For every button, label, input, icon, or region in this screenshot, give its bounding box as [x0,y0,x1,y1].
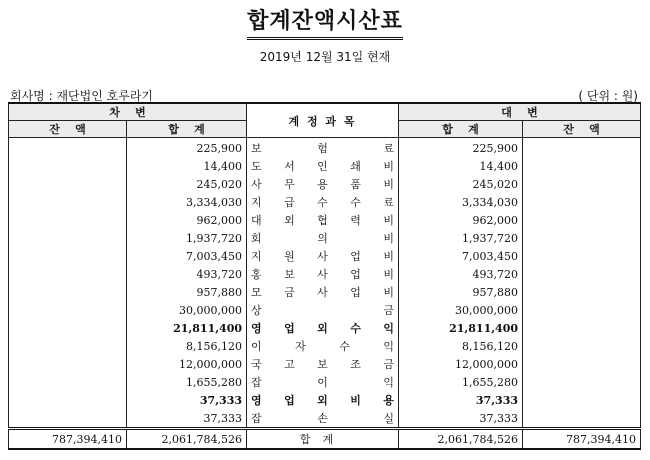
account-name-cell [247,247,399,265]
account-name-char: 대 [251,214,262,227]
account-name-char: 비 [383,268,394,281]
credit-total-cell: 12,000,000 [399,355,523,373]
debit-total-cell: 957,880 [127,283,247,301]
account-name-char: 국 [251,358,262,371]
debit-balance-cell [9,211,127,229]
debit-balance-cell [9,373,127,391]
debit-total-cell: 7,003,450 [127,247,247,265]
account-name-char: 료 [383,142,394,155]
total-credit-balance: 787,394,410 [523,429,641,450]
account-name-char: 비 [383,250,394,263]
account-name-char: 사 [317,268,328,281]
debit-total-cell: 12,000,000 [127,355,247,373]
table-row [9,355,641,373]
debit-balance-cell [9,247,127,265]
account-name-cell [247,211,399,229]
credit-balance-cell [523,319,641,337]
credit-total-cell: 225,900 [399,138,523,158]
credit-balance-cell [523,211,641,229]
credit-header: 대 변 [399,103,641,121]
account-name [251,194,394,210]
account-name-cell [247,391,399,409]
account-name-char: 사 [317,286,328,299]
table-row [9,409,641,429]
credit-balance-cell [523,409,641,429]
debit-balance-cell [9,283,127,301]
account-name-cell [247,337,399,355]
credit-balance-cell [523,138,641,158]
trial-balance-table [8,102,641,450]
account-name-char: 금 [383,304,395,317]
debit-balance-cell [9,138,127,158]
table-row [9,193,641,211]
credit-balance-cell [523,229,641,247]
debit-total-cell: 1,937,720 [127,229,247,247]
account-name-char: 고 [284,358,295,371]
credit-total-cell: 1,655,280 [399,373,523,391]
account-name [251,320,394,336]
account-name-cell [247,283,399,301]
credit-balance-cell [523,337,641,355]
account-name-char: 업 [350,286,361,299]
company-name: 회사명 : 재단법인 호루라기 [10,89,153,103]
credit-balance-cell [523,193,641,211]
account-name-char: 외 [317,322,328,335]
debit-balance-cell [9,391,127,409]
debit-total-cell: 1,655,280 [127,373,247,391]
account-name [251,284,394,300]
table-row [9,229,641,247]
credit-balance-header: 잔 액 [523,121,641,138]
account-name [251,392,394,408]
document-title: 합계잔액시산표 [247,4,403,40]
account-name-char: 보 [284,268,295,281]
account-name-char: 익 [383,376,394,389]
account-name-char: 도 [251,160,262,173]
account-name-char: 익 [383,340,394,353]
debit-balance-cell [9,265,127,283]
debit-balance-cell [9,409,127,429]
account-name [251,410,394,426]
account-name-char: 비 [350,394,361,407]
debit-balance-cell [9,193,127,211]
credit-total-cell: 957,880 [399,283,523,301]
account-name-char: 용 [383,394,394,407]
account-name-char: 보 [251,142,262,155]
account-name-char: 외 [317,394,328,407]
account-name-char: 비 [383,232,394,245]
credit-total-cell: 3,334,030 [399,193,523,211]
total-credit-total: 2,061,784,526 [399,429,523,450]
account-name [251,212,394,228]
account-name-cell [247,193,399,211]
debit-balance-cell [9,157,127,175]
account-name-cell [247,175,399,193]
account-name [251,266,394,282]
table-row [9,175,641,193]
account-name-char: 쇄 [350,160,361,173]
table-row [9,301,641,319]
totals-row [9,429,641,450]
account-name [251,302,394,318]
credit-balance-cell [523,391,641,409]
account-name-char: 자 [295,340,306,353]
account-name-char: 사 [251,178,262,191]
total-label: 합계 [247,429,399,450]
total-debit-balance: 787,394,410 [9,429,127,450]
credit-total-cell: 30,000,000 [399,301,523,319]
debit-total-cell: 962,000 [127,211,247,229]
account-name-char: 원 [284,250,295,263]
account-name-cell [247,229,399,247]
account-name-char: 잡 [251,376,262,389]
debit-total-cell: 37,333 [127,409,247,429]
account-name-char: 모 [251,286,262,299]
debit-total-cell: 30,000,000 [127,301,247,319]
account-name-char: 비 [383,286,394,299]
account-name [251,356,394,372]
debit-total-cell: 14,400 [127,157,247,175]
account-name-cell [247,355,399,373]
account-name-char: 외 [284,214,295,227]
debit-balance-cell [9,175,127,193]
credit-total-cell: 245,020 [399,175,523,193]
table-row [9,265,641,283]
account-name-char: 품 [350,178,361,191]
debit-total-header: 합 계 [127,121,247,138]
account-name-char: 지 [251,250,262,263]
debit-balance-cell [9,301,127,319]
account-name-char: 업 [350,268,361,281]
total-debit-total: 2,061,784,526 [127,429,247,450]
debit-total-cell: 37,333 [127,391,247,409]
account-name-char: 보 [317,358,328,371]
debit-total-cell: 225,900 [127,138,247,158]
debit-total-cell: 493,720 [127,265,247,283]
account-name-cell [247,265,399,283]
table-row [9,138,641,158]
table-row [9,373,641,391]
table-row [9,337,641,355]
account-name [251,374,394,390]
account-name [251,338,394,354]
account-name-cell [247,157,399,175]
account-name [251,248,394,264]
account-name-char: 영 [251,322,262,335]
account-name-char: 업 [284,322,295,335]
debit-total-cell: 21,811,400 [127,319,247,337]
account-name-char: 비 [383,160,394,173]
account-name-char: 비 [383,214,394,227]
debit-header: 차 변 [9,103,247,121]
table-row [9,247,641,265]
account-name-cell [247,138,399,158]
debit-balance-cell [9,319,127,337]
debit-total-cell: 245,020 [127,175,247,193]
account-name-cell [247,409,399,429]
account-name-cell [247,373,399,391]
account-name [251,140,394,156]
account-name-cell [247,301,399,319]
account-name-char: 홍 [251,268,262,281]
account-name [251,176,394,192]
account-name-char: 수 [350,196,361,209]
account-name-char: 이 [317,376,328,389]
report-date: 2019년 12월 31일 현재 [259,50,391,64]
account-name-char: 무 [284,178,295,191]
account-name-char: 익 [383,322,394,335]
account-name-char: 업 [284,394,295,407]
credit-balance-cell [523,157,641,175]
account-name-char: 력 [350,214,361,227]
debit-balance-cell [9,337,127,355]
account-name-char: 이 [251,340,262,353]
credit-total-cell: 1,937,720 [399,229,523,247]
account-name-char: 인 [317,160,328,173]
credit-balance-cell [523,301,641,319]
debit-total-cell: 8,156,120 [127,337,247,355]
credit-balance-cell [523,373,641,391]
account-name-char: 회 [251,232,262,245]
account-name-char: 손 [317,412,328,425]
debit-balance-cell [9,355,127,373]
credit-total-cell: 493,720 [399,265,523,283]
debit-total-cell: 3,334,030 [127,193,247,211]
account-name [251,230,394,246]
debit-balance-cell [9,229,127,247]
credit-total-cell: 962,000 [399,211,523,229]
table-row [9,319,641,337]
account-header: 계 정 과 목 [247,103,399,138]
credit-balance-cell [523,247,641,265]
account-name-char: 영 [251,394,262,407]
credit-balance-cell [523,355,641,373]
account-name-char: 서 [284,160,295,173]
account-name-char: 수 [350,322,361,335]
account-name-char: 급 [284,196,295,209]
account-name-char: 업 [350,250,361,263]
credit-total-header: 합 계 [399,121,523,138]
account-name-char: 지 [251,196,262,209]
debit-balance-header: 잔 액 [9,121,127,138]
ledger-body [9,138,641,429]
credit-balance-cell [523,265,641,283]
credit-total-cell: 37,333 [399,409,523,429]
table-row [9,391,641,409]
account-name-char: 사 [317,250,328,263]
table-row [9,283,641,301]
account-name-char: 용 [317,178,328,191]
credit-total-cell: 21,811,400 [399,319,523,337]
unit-label: ( 단위 : 원) [578,89,638,103]
account-name-char: 험 [317,142,328,155]
account-name-char: 조 [350,358,361,371]
table-row [9,211,641,229]
credit-total-cell: 14,400 [399,157,523,175]
account-name-char: 의 [317,232,328,245]
account-name-char: 수 [317,196,328,209]
account-name-char: 협 [317,214,328,227]
credit-total-cell: 7,003,450 [399,247,523,265]
account-name-char: 비 [383,178,394,191]
table-row [9,157,641,175]
account-name-char: 료 [383,196,394,209]
account-name [251,158,394,174]
account-name-char: 수 [339,340,350,353]
account-name-cell [247,319,399,337]
credit-balance-cell [523,283,641,301]
credit-total-cell: 37,333 [399,391,523,409]
account-name-char: 금 [383,358,394,371]
account-name-char: 상 [251,304,262,317]
document-title-wrap [0,4,650,40]
credit-total-cell: 8,156,120 [399,337,523,355]
account-name-char: 실 [383,412,394,425]
account-name-char: 금 [284,286,295,299]
credit-balance-cell [523,175,641,193]
account-name-char: 잡 [251,412,262,425]
